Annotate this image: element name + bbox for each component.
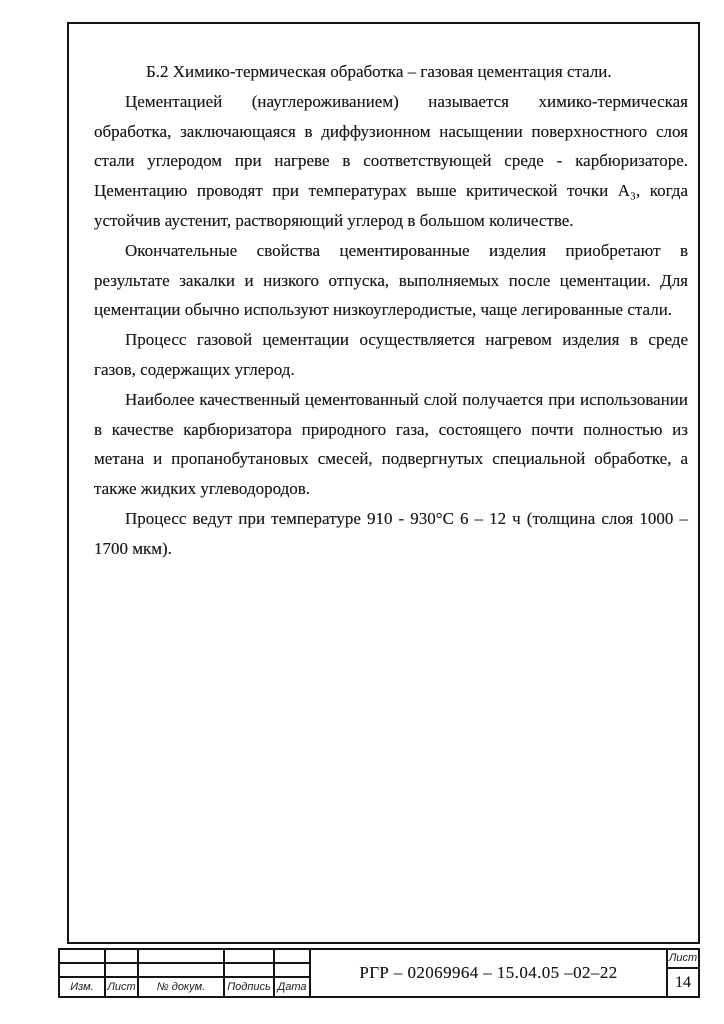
column-label-izm: Изм. bbox=[70, 981, 94, 993]
paragraph: Наиболее качественный цементованный слой получается при использовании в качестве карбюризатора природного газа, состоящего почти полностью из метана и пропанобутановых смесей, подвергнутых специальной обработке, а также жидких углеводородов. bbox=[94, 389, 688, 499]
column-label-list: Лист bbox=[107, 981, 136, 993]
paragraph: Процесс газовой цементации осуществляется нагревом изделия в среде газов, содержащих углерод. bbox=[94, 330, 688, 379]
document-code: РГР – 02069964 – 15.04.05 –02–22 bbox=[359, 963, 618, 982]
title-block bbox=[58, 948, 700, 998]
paragraph: Процесс ведут при температуре 910 - 930°С 6 – 12 ч (толщина слоя 1000 – 1700 мкм). bbox=[94, 508, 688, 558]
column-label-data: Дата bbox=[277, 981, 307, 993]
sheet-label: Лист bbox=[668, 952, 698, 964]
document-body bbox=[94, 57, 688, 564]
section-heading: Б.2 Химико-термическая обработка – газовая цементация стали. bbox=[146, 62, 612, 81]
column-label-podpis: Подпись bbox=[227, 981, 271, 993]
divider bbox=[60, 962, 311, 964]
paragraph: Цементацией (науглероживанием) называется химико-термическая обработка, заключающаяся в диффузионном насыщении поверхностного слоя стали углеродом при нагреве в соответствующей среде - карбюризаторе. Цементацию проводят при температурах выше критической точки А₃, когда устойчив аустенит, растворяющий углерод в большом количестве. bbox=[94, 91, 688, 230]
column-label-n-dokum: № докум. bbox=[156, 981, 206, 993]
paragraph: Окончательные свойства цементированные изделия приобретают в результате закалки и низкого отпуска, выполняемых после цементации. Для цементации обычно используют низкоуглеродистые, чаще легированные стали. bbox=[94, 240, 688, 320]
sheet-number: 14 bbox=[675, 974, 691, 991]
